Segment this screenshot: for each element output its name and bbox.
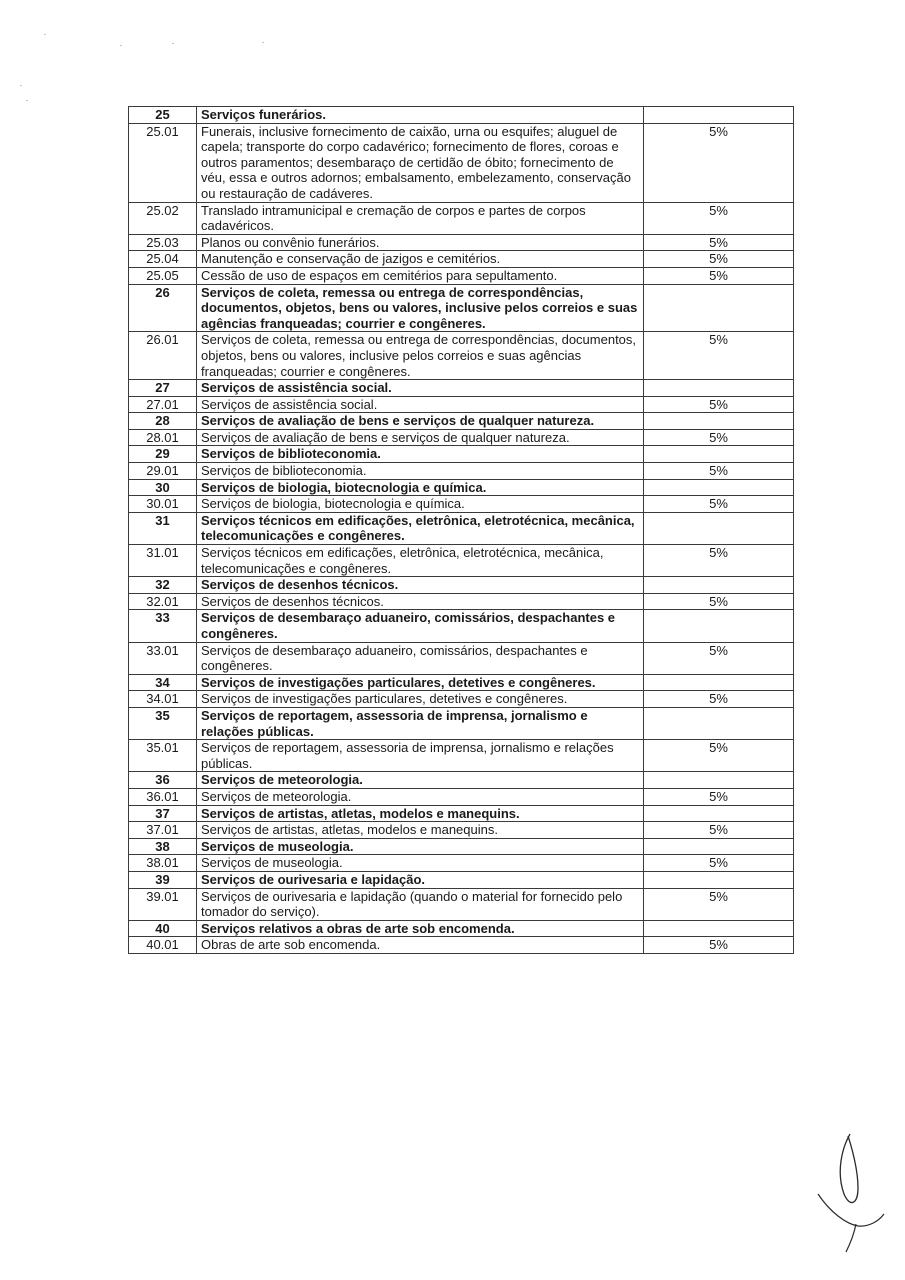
service-code-cell: 38.01	[129, 855, 197, 872]
service-code-cell: 27	[129, 380, 197, 397]
service-item-row	[129, 855, 794, 872]
section-header-row	[129, 380, 794, 397]
service-description-cell: Serviços de avaliação de bens e serviços de qualquer natureza.	[197, 413, 644, 430]
service-item-row	[129, 429, 794, 446]
service-description-cell: Serviços relativos a obras de arte sob encomenda.	[197, 920, 644, 937]
service-item-row	[129, 545, 794, 577]
tax-rate-cell	[644, 577, 794, 594]
section-header-row	[129, 838, 794, 855]
tax-rate-cell	[644, 920, 794, 937]
service-description-cell: Serviços de coleta, remessa ou entrega de correspondências, documentos, objetos, bens ou valores, inclusive pelos correios e suas agências franqueadas; courrier e congêneres.	[197, 284, 644, 332]
section-header-row	[129, 512, 794, 544]
service-code-cell: 38	[129, 838, 197, 855]
service-code-cell: 26.01	[129, 332, 197, 380]
service-code-cell: 25	[129, 107, 197, 124]
section-header-row	[129, 284, 794, 332]
service-item-row	[129, 888, 794, 920]
service-description-cell: Serviços de biblioteconomia.	[197, 446, 644, 463]
service-item-row	[129, 740, 794, 772]
section-header-row	[129, 871, 794, 888]
tax-rate-cell	[644, 512, 794, 544]
service-description-cell: Serviços de investigações particulares, detetives e congêneres.	[197, 674, 644, 691]
tax-rate-cell: 5%	[644, 202, 794, 234]
service-code-cell: 39	[129, 871, 197, 888]
service-description-cell: Serviços de artistas, atletas, modelos e manequins.	[197, 822, 644, 839]
service-item-row	[129, 822, 794, 839]
tax-rate-cell: 5%	[644, 332, 794, 380]
service-item-row	[129, 251, 794, 268]
service-code-cell: 26	[129, 284, 197, 332]
scan-speck	[172, 43, 174, 44]
scan-speck	[20, 85, 22, 86]
service-code-cell: 30	[129, 479, 197, 496]
service-code-cell: 32	[129, 577, 197, 594]
tax-rate-cell: 5%	[644, 740, 794, 772]
service-description-cell: Serviços técnicos em edificações, eletrônica, eletrotécnica, mecânica, telecomunicações e congêneres.	[197, 512, 644, 544]
tax-rate-cell: 5%	[644, 267, 794, 284]
service-item-row	[129, 396, 794, 413]
tax-rate-cell: 5%	[644, 642, 794, 674]
tax-rate-cell	[644, 838, 794, 855]
section-header-row	[129, 479, 794, 496]
section-header-row	[129, 707, 794, 739]
service-code-cell: 25.03	[129, 234, 197, 251]
service-description-cell: Funerais, inclusive fornecimento de caixão, urna ou esquifes; aluguel de capela; transporte do corpo cadavérico; fornecimento de flores, coroas e outros paramentos; desembaraço de certidão de óbito; fornecimento de véu, essa e outros adornos; embalsamento, embelezamento, conservação ou restauração de cadáveres.	[197, 123, 644, 202]
service-code-cell: 34	[129, 674, 197, 691]
tax-rate-cell: 5%	[644, 396, 794, 413]
tax-rate-cell	[644, 413, 794, 430]
section-header-row	[129, 577, 794, 594]
service-description-cell: Serviços de coleta, remessa ou entrega de correspondências, documentos, objetos, bens ou valores, inclusive pelos correios e suas agências franqueadas; courrier e congêneres.	[197, 332, 644, 380]
tax-rate-cell: 5%	[644, 429, 794, 446]
service-code-cell: 27.01	[129, 396, 197, 413]
scan-speck	[44, 34, 46, 35]
service-description-cell: Serviços de museologia.	[197, 855, 644, 872]
service-description-cell: Serviços de meteorologia.	[197, 788, 644, 805]
tax-rate-cell: 5%	[644, 788, 794, 805]
tax-rate-cell: 5%	[644, 463, 794, 480]
section-header-row	[129, 920, 794, 937]
service-code-cell: 28.01	[129, 429, 197, 446]
service-description-cell: Serviços de biblioteconomia.	[197, 463, 644, 480]
tax-rate-cell: 5%	[644, 234, 794, 251]
tax-rate-cell: 5%	[644, 123, 794, 202]
tax-rate-cell: 5%	[644, 496, 794, 513]
tax-rate-cell: 5%	[644, 691, 794, 708]
scan-speck	[262, 42, 264, 43]
service-item-row	[129, 788, 794, 805]
service-description-cell: Serviços de ourivesaria e lapidação (quando o material for fornecido pelo tomador do serviço).	[197, 888, 644, 920]
service-code-cell: 30.01	[129, 496, 197, 513]
service-description-cell: Translado intramunicipal e cremação de corpos e partes de corpos cadavéricos.	[197, 202, 644, 234]
service-description-cell: Serviços de biologia, biotecnologia e química.	[197, 496, 644, 513]
service-description-cell: Serviços de museologia.	[197, 838, 644, 855]
service-description-cell: Serviços de biologia, biotecnologia e química.	[197, 479, 644, 496]
tax-rate-cell	[644, 871, 794, 888]
service-code-cell: 29	[129, 446, 197, 463]
tax-rate-cell: 5%	[644, 822, 794, 839]
service-description-cell: Serviços de ourivesaria e lapidação.	[197, 871, 644, 888]
service-item-row	[129, 267, 794, 284]
service-description-cell: Serviços de meteorologia.	[197, 772, 644, 789]
tax-rate-cell: 5%	[644, 545, 794, 577]
tax-rate-cell	[644, 707, 794, 739]
service-code-cell: 25.01	[129, 123, 197, 202]
tax-rate-cell	[644, 446, 794, 463]
section-header-row	[129, 610, 794, 642]
service-description-cell: Serviços de assistência social.	[197, 380, 644, 397]
tax-rate-cell	[644, 805, 794, 822]
service-code-cell: 33	[129, 610, 197, 642]
service-code-cell: 37	[129, 805, 197, 822]
section-header-row	[129, 413, 794, 430]
tax-rate-cell: 5%	[644, 937, 794, 954]
service-description-cell: Serviços de avaliação de bens e serviços de qualquer natureza.	[197, 429, 644, 446]
service-description-cell: Serviços de assistência social.	[197, 396, 644, 413]
service-description-cell: Serviços de desenhos técnicos.	[197, 593, 644, 610]
service-code-cell: 31	[129, 512, 197, 544]
service-code-cell: 25.02	[129, 202, 197, 234]
service-description-cell: Obras de arte sob encomenda.	[197, 937, 644, 954]
service-description-cell: Serviços de reportagem, assessoria de imprensa, jornalismo e relações públicas.	[197, 740, 644, 772]
tax-rate-cell: 5%	[644, 855, 794, 872]
service-description-cell: Serviços de desembaraço aduaneiro, comissários, despachantes e congêneres.	[197, 610, 644, 642]
service-description-cell: Planos ou convênio funerários.	[197, 234, 644, 251]
service-item-row	[129, 496, 794, 513]
service-code-cell: 25.04	[129, 251, 197, 268]
section-header-row	[129, 805, 794, 822]
service-description-cell: Manutenção e conservação de jazigos e cemitérios.	[197, 251, 644, 268]
scan-speck	[26, 100, 28, 101]
service-code-cell: 25.05	[129, 267, 197, 284]
service-code-cell: 35	[129, 707, 197, 739]
tax-rate-cell	[644, 107, 794, 124]
service-code-cell: 28	[129, 413, 197, 430]
service-code-cell: 36	[129, 772, 197, 789]
service-code-cell: 39.01	[129, 888, 197, 920]
service-item-row	[129, 593, 794, 610]
service-description-cell: Cessão de uso de espaços em cemitérios para sepultamento.	[197, 267, 644, 284]
service-description-cell: Serviços de investigações particulares, detetives e congêneres.	[197, 691, 644, 708]
service-description-cell: Serviços técnicos em edificações, eletrônica, eletrotécnica, mecânica, telecomunicações e congêneres.	[197, 545, 644, 577]
tax-rate-cell	[644, 674, 794, 691]
service-code-cell: 40	[129, 920, 197, 937]
service-rate-table	[128, 106, 794, 954]
handwritten-signature	[812, 1128, 892, 1258]
service-code-cell: 31.01	[129, 545, 197, 577]
tax-rate-cell: 5%	[644, 251, 794, 268]
service-description-cell: Serviços funerários.	[197, 107, 644, 124]
tax-rate-cell: 5%	[644, 593, 794, 610]
tax-rate-cell	[644, 380, 794, 397]
service-item-row	[129, 123, 794, 202]
tax-rate-cell	[644, 284, 794, 332]
section-header-row	[129, 772, 794, 789]
service-code-cell: 32.01	[129, 593, 197, 610]
service-code-cell: 36.01	[129, 788, 197, 805]
tax-rate-cell	[644, 479, 794, 496]
service-item-row	[129, 332, 794, 380]
section-header-row	[129, 107, 794, 124]
section-header-row	[129, 446, 794, 463]
service-code-cell: 34.01	[129, 691, 197, 708]
service-description-cell: Serviços de reportagem, assessoria de imprensa, jornalismo e relações públicas.	[197, 707, 644, 739]
service-code-cell: 35.01	[129, 740, 197, 772]
service-code-cell: 40.01	[129, 937, 197, 954]
service-code-cell: 33.01	[129, 642, 197, 674]
service-item-row	[129, 937, 794, 954]
service-item-row	[129, 691, 794, 708]
service-item-row	[129, 463, 794, 480]
service-description-cell: Serviços de desenhos técnicos.	[197, 577, 644, 594]
service-item-row	[129, 234, 794, 251]
service-description-cell: Serviços de artistas, atletas, modelos e manequins.	[197, 805, 644, 822]
tax-rate-cell: 5%	[644, 888, 794, 920]
section-header-row	[129, 674, 794, 691]
service-item-row	[129, 642, 794, 674]
service-rate-table-body	[129, 107, 794, 954]
service-description-cell: Serviços de desembaraço aduaneiro, comissários, despachantes e congêneres.	[197, 642, 644, 674]
scan-speck	[120, 45, 122, 46]
service-code-cell: 29.01	[129, 463, 197, 480]
service-item-row	[129, 202, 794, 234]
service-code-cell: 37.01	[129, 822, 197, 839]
tax-rate-cell	[644, 610, 794, 642]
tax-rate-cell	[644, 772, 794, 789]
